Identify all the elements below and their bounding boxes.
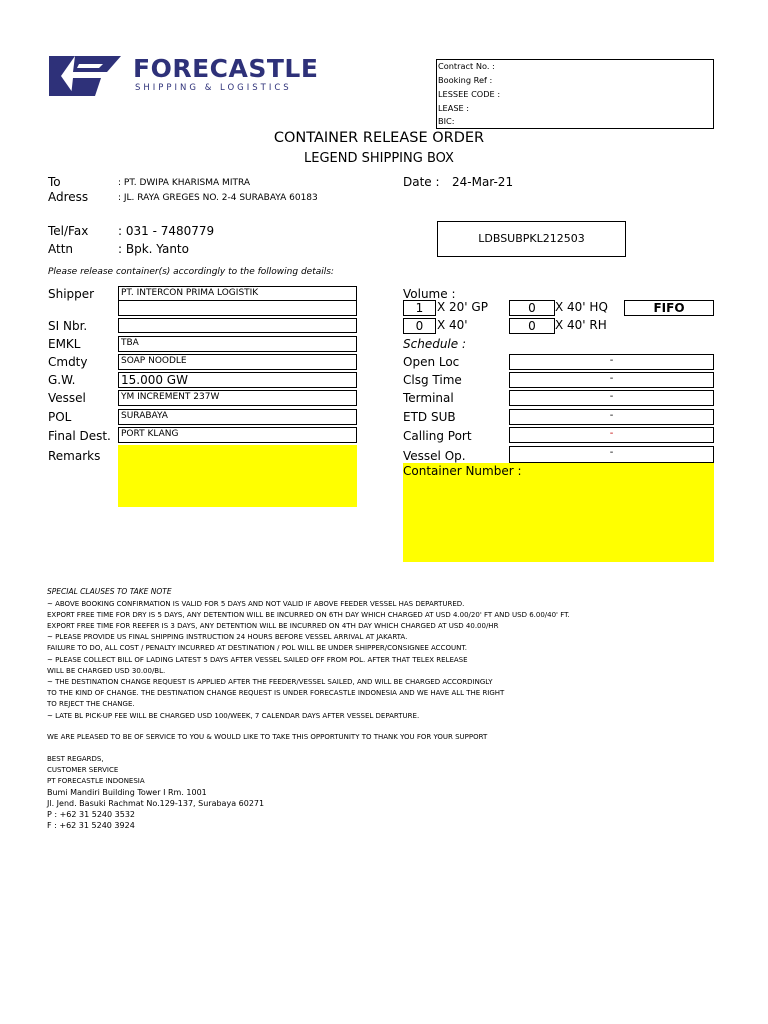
- contract-info-box: [436, 59, 714, 129]
- remarks-area: [118, 445, 357, 507]
- volume-label: Volume :: [403, 287, 456, 301]
- brand-name: FORECASTLE: [133, 54, 319, 83]
- clause-line: FAILURE TO DO, ALL COST / PENALTY INCURRED AT DESTINATION / POL WILL BE UNDER SHIPPER/CONSIGNEE ACCOUNT.: [47, 644, 467, 652]
- final-dest-field: [118, 427, 357, 443]
- qty-40: 0: [415, 319, 424, 333]
- fifo-label: FIFO: [653, 301, 685, 315]
- clause-line: ~ THE DESTINATION CHANGE REQUEST IS APPLIED AFTER THE FEEDER/VESSEL SAILED, AND WILL BE CHARGED ACCORDINGLY: [47, 678, 493, 686]
- terminal-label: Terminal: [403, 391, 454, 405]
- clause-line: TO REJECT THE CHANGE.: [47, 700, 135, 708]
- etd-label: ETD SUB: [403, 410, 456, 424]
- terminal-value: -: [609, 391, 614, 402]
- shipper-field: [118, 286, 357, 301]
- label-20gp: X 20' GP: [437, 300, 488, 314]
- final-dest-value: PORT KLANG: [121, 429, 179, 439]
- vessel-op-field: [509, 446, 714, 463]
- clause-line: EXPORT FREE TIME FOR REEFER IS 3 DAYS, ANY DETENTION WILL BE INCURRED ON 4TH DAY WHICH CHARGED AT USD 40.00/HR: [47, 622, 499, 630]
- qty-40rh-box: [509, 318, 555, 334]
- cmdty-value: SOAP NOODLE: [121, 356, 187, 366]
- gw-field: [118, 372, 357, 388]
- clsg-time-field: [509, 372, 714, 388]
- label-40hq: X 40' HQ: [555, 300, 608, 314]
- open-loc-label: Open Loc: [403, 355, 460, 369]
- brand-tagline: SHIPPING & LOGISTICS: [135, 83, 292, 93]
- company-logo: [45, 50, 345, 102]
- qty-20gp: 1: [415, 301, 424, 315]
- clause-line: ~ LATE BL PICK-UP FEE WILL BE CHARGED USD 100/WEEK, 7 CALENDAR DAYS AFTER VESSEL DEPARTURE.: [47, 712, 420, 720]
- signature-street: Jl. Jend. Basuki Rachmat No.129-137, Surabaya 60271: [47, 799, 265, 808]
- thanks-text: WE ARE PLEASED TO BE OF SERVICE TO YOU & WOULD LIKE TO TAKE THIS OPPORTUNITY TO THANK YOU FOR YOUR SUPPORT: [47, 733, 488, 741]
- contract-no-label: Contract No. :: [438, 61, 495, 71]
- calling-port-value: -: [609, 428, 614, 439]
- schedule-label: Schedule :: [403, 337, 466, 351]
- gw-value: 15.000 GW: [121, 373, 188, 387]
- booking-ref-label: Booking Ref :: [438, 75, 493, 85]
- emkl-value: TBA: [121, 338, 139, 348]
- open-loc-field: [509, 354, 714, 370]
- to-label: To: [48, 175, 61, 189]
- pol-field: [118, 409, 357, 425]
- qty-40-box: [403, 318, 436, 334]
- container-number-label: Container Number :: [403, 464, 522, 478]
- lessee-code-label: LESSEE CODE :: [438, 89, 501, 99]
- final-dest-label: Final Dest.: [48, 429, 111, 443]
- emkl-label: EMKL: [48, 337, 81, 351]
- telfax-label: Tel/Fax: [48, 224, 89, 238]
- clause-line: TO THE KIND OF CHANGE. THE DESTINATION CHANGE REQUEST IS UNDER FORECASTLE INDONESIA AND WE HAVE ALL THE RIGHT: [47, 689, 505, 697]
- clsg-time-value: -: [609, 373, 614, 384]
- clause-line: WILL BE CHARGED USD 30.00/BL.: [47, 667, 166, 675]
- attn-label: Attn: [48, 242, 74, 256]
- qty-40hq-box: [509, 300, 555, 316]
- si-label: SI Nbr.: [48, 319, 88, 333]
- qty-40rh: 0: [528, 319, 536, 333]
- signature-regards: BEST REGARDS,: [47, 755, 104, 763]
- signature-fax: F : +62 31 5240 3924: [47, 821, 135, 830]
- telfax-value: : 031 - 7480779: [118, 224, 215, 238]
- etd-field: [509, 409, 714, 425]
- clsg-time-label: Clsg Time: [403, 373, 462, 387]
- qty-20gp-box: [403, 300, 436, 316]
- clause-line: ~ ABOVE BOOKING CONFIRMATION IS VALID FOR 5 DAYS AND NOT VALID IF ABOVE FEEDER VESSEL HAS DEPARTURED.: [47, 600, 465, 608]
- to-value: : PT. DWIPA KHARISMA MITRA: [118, 178, 251, 188]
- clause-line: EXPORT FREE TIME FOR DRY IS 5 DAYS, ANY DETENTION WILL BE INCURRED ON 6TH DAY WHICH CHARGED AT USD 4.00/20' FT AND USD 6.00/40' FT.: [47, 611, 570, 619]
- signature-phone: P : +62 31 5240 3532: [47, 810, 136, 819]
- terminal-field: [509, 390, 714, 406]
- etd-value: -: [609, 410, 614, 421]
- cmdty-label: Cmdty: [48, 355, 88, 369]
- shipper-field-line2: [118, 300, 357, 316]
- vessel-op-label: Vessel Op.: [403, 449, 466, 463]
- qty-40hq: 0: [528, 301, 536, 315]
- pol-label: POL: [48, 410, 72, 424]
- open-loc-value: -: [609, 355, 614, 366]
- shipper-value: PT. INTERCON PRIMA LOGISTIK: [121, 288, 259, 298]
- label-40: X 40': [437, 318, 468, 332]
- instruction-text: Please release container(s) accordingly to the following details:: [48, 267, 334, 277]
- date-label: Date :: [403, 175, 440, 189]
- vessel-field: [118, 390, 357, 406]
- calling-port-field: [509, 427, 714, 443]
- si-field: [118, 318, 357, 333]
- vessel-value: YM INCREMENT 237W: [121, 392, 220, 402]
- forecastle-logo-icon: [45, 50, 123, 102]
- page-subtitle: LEGEND SHIPPING BOX: [304, 151, 454, 166]
- address-value: : JL. RAYA GREGES NO. 2-4 SURABAYA 60183: [118, 193, 318, 203]
- signature-building: Bumi Mandiri Building Tower I Rm. 1001: [47, 788, 207, 797]
- label-40rh: X 40' RH: [555, 318, 607, 332]
- fifo-box: [624, 300, 714, 316]
- remarks-label: Remarks: [48, 449, 101, 463]
- clause-line: ~ PLEASE COLLECT BILL OF LADING LATEST 5 DAYS AFTER VESSEL SAILED OFF FROM POL. AFTER THAT TELEX RELEASE: [47, 656, 468, 664]
- reference-code: LDBSUBPKL212503: [478, 232, 585, 245]
- bic-label: BIC:: [438, 116, 455, 126]
- lease-label: LEASE :: [438, 103, 470, 113]
- signature-company: PT FORECASTLE INDONESIA: [47, 777, 145, 785]
- si-value: [119, 319, 356, 321]
- page-title: CONTAINER RELEASE ORDER: [273, 130, 485, 146]
- vessel-label: Vessel: [48, 391, 86, 405]
- cmdty-field: [118, 354, 357, 370]
- signature-dept: CUSTOMER SERVICE: [47, 766, 119, 774]
- date-value: 24-Mar-21: [452, 175, 514, 189]
- emkl-field: [118, 336, 357, 352]
- clause-line: ~ PLEASE PROVIDE US FINAL SHIPPING INSTRUCTION 24 HOURS BEFORE VESSEL ARRIVAL AT JAKARTA.: [47, 633, 408, 641]
- address-label: Adress: [48, 190, 89, 204]
- container-number-area: [403, 463, 714, 562]
- shipper-label: Shipper: [48, 287, 95, 301]
- calling-port-label: Calling Port: [403, 429, 472, 443]
- pol-value: SURABAYA: [121, 411, 168, 421]
- reference-code-box: [437, 221, 626, 257]
- clauses-heading: SPECIAL CLAUSES TO TAKE NOTE: [47, 587, 172, 596]
- attn-value: : Bpk. Yanto: [118, 242, 189, 256]
- gw-label: G.W.: [48, 373, 76, 387]
- vessel-op-value: -: [609, 447, 614, 458]
